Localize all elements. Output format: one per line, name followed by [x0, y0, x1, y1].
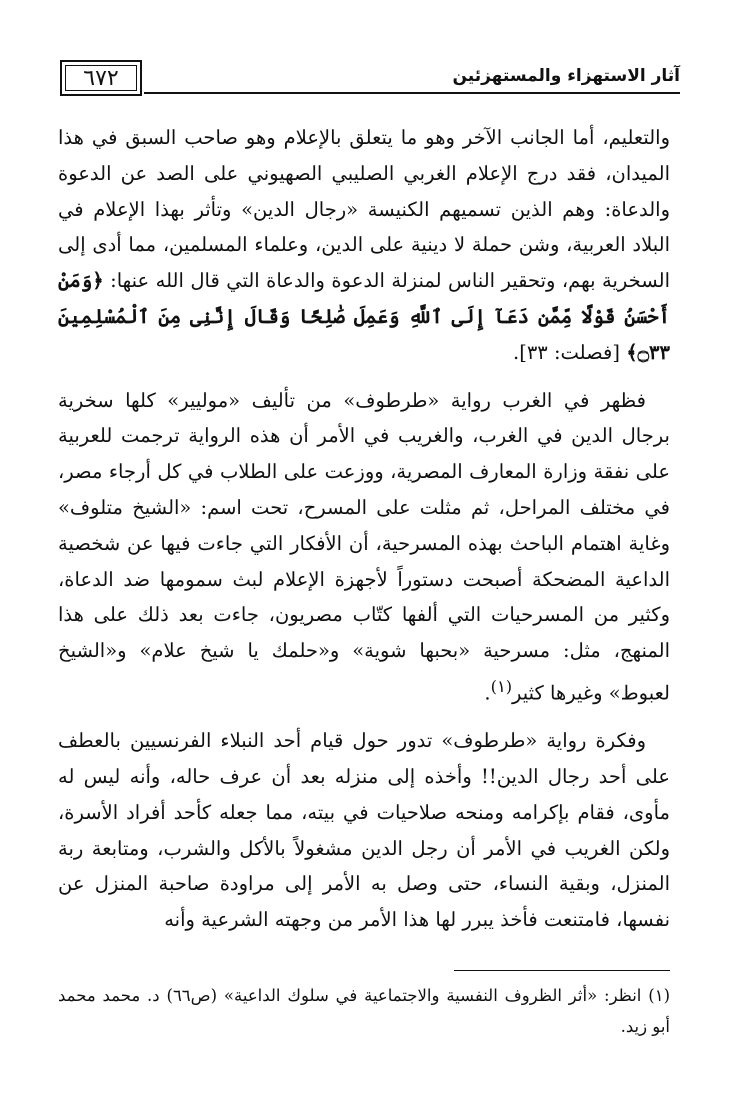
- body-text: [58, 120, 670, 950]
- verse-reference: [فصلت: ٣٣].: [513, 340, 620, 364]
- page-number: ٦٧٢: [83, 65, 119, 91]
- page-header: [60, 60, 680, 104]
- footnote: (١) انظر: «أثر الظروف النفسية والاجتماعية في سلوك الداعية» (ص٦٦) د. محمد محمد أبو زيد.: [58, 986, 670, 1036]
- paragraph-1-text: والتعليم، أما الجانب الآخر وهو ما يتعلق بالإعلام وهو صاحب السبق في هذا الميدان، فقد درج الإعلام الغربي الصليبي الصهيوني على الصد عن الدعوة والدعاة: وهم الذين تسميهم الكنيسة «رجال الدين» وتأثر بهذا الإعلام في البلاد العربية، وشن حملة لا دينية على الدين، وعلماء المسلمين، مما أدى إلى السخرية بهم، وتحقير الناس لمنزلة الدعوة والدعاة التي قال الله عنها:: [58, 126, 670, 293]
- footnote-marker[interactable]: (١): [490, 676, 513, 696]
- paragraph-2-end: .: [484, 681, 491, 705]
- page-number-box: [60, 60, 142, 96]
- running-title: آثار الاستهزاء والمستهزئين: [452, 66, 680, 86]
- paragraph-3: [58, 723, 670, 938]
- page-number-inner-frame: [65, 65, 137, 91]
- paragraph-2-text: فظهر في الغرب رواية «طرطوف» من تأليف «موليير» كلها سخرية برجال الدين في الغرب، والغريب في الأمر أن هذه الرواية ترجمت للعربية على نفقة وزارة المعارف المصرية، ووزعت على الطلاب في كل أرجاء مصر، في مختلف المراحل، ثم مثلت على المسرح، تحت اسم: «الشيخ متلوف» وغاية اهتمام الباحث بهذه المسرحية، أن الأفكار التي جاءت فيها عن شخصية الداعية المضحكة أصبحت دستوراً لأجهزة الإعلام لبث سمومها ضد الدعاة، وكثير من المسرحيات التي ألفها كتّاب مصريون، جاءت بعد ذلك على هذا المنهج، مثل: مسرحية «بحبها شوية» و«حلمك يا شيخ علام» و«الشيخ لعبوط» وغيرها كثير: [58, 388, 670, 705]
- footnote-separator: [454, 970, 670, 971]
- paragraph-1: [58, 120, 670, 371]
- header-rule: [144, 92, 680, 94]
- paragraph-3-text: وفكرة رواية «طرطوف» تدور حول قيام أحد النبلاء الفرنسيين بالعطف على أحد رجال الدين!! وأخذه إلى منزله بعد أن عرف حاله، وأنه ليس له مأوى، فقام بإكرامه ومنحه صلاحيات في بيته، مما جعله كأحد أفراد الأسرة، ولكن الغريب في الأمر أن رجل الدين مشغولاً بالأكل والشرب، ومتابعة ربة المنزل، وبقية النساء، حتى وصل به الأمر إلى مراودة صاحبة المنزل عن نفسها، فامتنعت فأخذ يبرر لها هذا الأمر من وجهته الشرعية وأنه: [58, 729, 670, 932]
- paragraph-2: [58, 383, 670, 712]
- quran-verse: ﴿وَمَنْ أَحْسَنُ قَوْلًا مِّمَّن دَعَآ إِلَى ٱللَّهِ وَعَمِلَ صَٰلِحًا وَقَالَ إِنَّنِى مِنَ ٱلْمُسْلِمِينَ ۝٣٣﴾: [58, 269, 670, 364]
